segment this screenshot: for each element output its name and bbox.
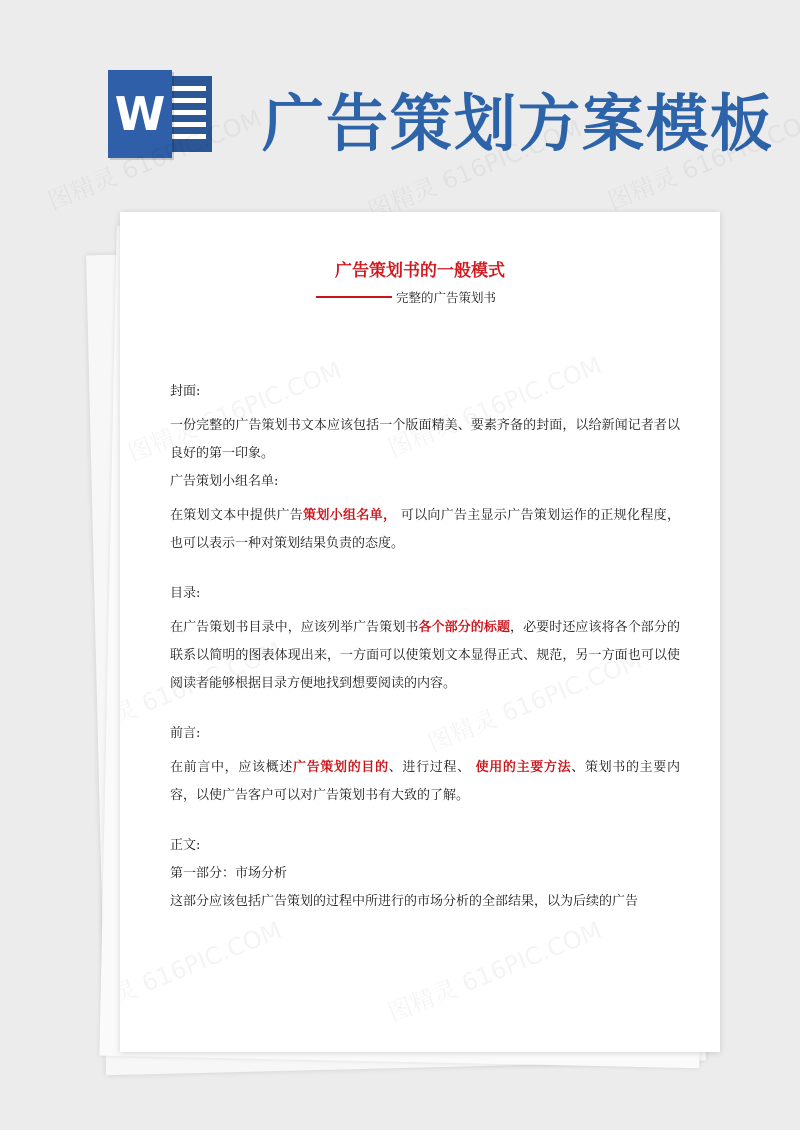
preface-text-highlight-1: 广告策划的目的: [293, 760, 389, 775]
team-heading: 广告策划小组名单:: [170, 474, 279, 489]
document-title: 广告策划书的一般模式: [335, 261, 505, 281]
document-subtitle: 完整的广告策划书: [396, 290, 497, 305]
cover-heading: 封面:: [170, 384, 201, 399]
preface-text-highlight-2: 使用的主要方法: [475, 760, 572, 775]
team-text-part1: 在策划文本中提供广告: [170, 508, 304, 523]
document-body: [170, 378, 680, 916]
preface-text-part2: 、进行过程、: [388, 760, 476, 775]
watermark: [120, 911, 286, 1029]
cover-text: 一份完整的广告策划书文本应该包括一个版面精美、要素齐备的封面，以给新闻记者者以良好的第一印象。: [170, 418, 680, 461]
word-document-icon: [108, 70, 212, 158]
main-heading: 正文:: [170, 838, 201, 853]
word-icon-letter: W: [108, 70, 172, 158]
preface-text: [170, 754, 680, 810]
toc-text-part2: ，必要时还应该将各个部分的联系以简明的图表体现出来，一方面可以使策划文本显得正式、规范，另一方面也可以使阅读者能够根据目录方便地找到想要阅读的内容。: [170, 620, 680, 691]
banner: [0, 0, 800, 200]
team-text: [170, 502, 680, 558]
toc-text: [170, 614, 680, 698]
toc-text-highlight: 各个部分的标题: [418, 620, 511, 635]
toc-heading: 目录:: [170, 586, 201, 601]
team-text-highlight: 策划小组名单，: [303, 508, 397, 523]
document-page: [120, 212, 720, 1052]
preface-heading: 前言:: [170, 726, 201, 741]
preface-text-part3: 、策划书的主要内容，以使广告客户可以对广告策划书有大致的了解。: [170, 760, 680, 803]
watermark: [382, 911, 606, 1029]
part1-text: 这部分应该包括广告策划的过程中所进行的市场分析的全部结果，以为后续的广告: [170, 894, 639, 909]
banner-title: 广告策划方案模板: [262, 87, 775, 160]
part1-heading: 第一部分：市场分析: [170, 866, 288, 881]
subtitle-row: [316, 288, 496, 306]
team-text-part2: 可以向广告主显示广告策划运作的正规化程度，也可以表示一种对策划结果负责的态度。: [170, 508, 680, 551]
subtitle-rule: [316, 296, 392, 298]
toc-text-part1: 在广告策划书目录中，应该列举广告策划书: [170, 620, 419, 635]
preface-text-part1: 在前言中，应该概述: [170, 760, 294, 775]
